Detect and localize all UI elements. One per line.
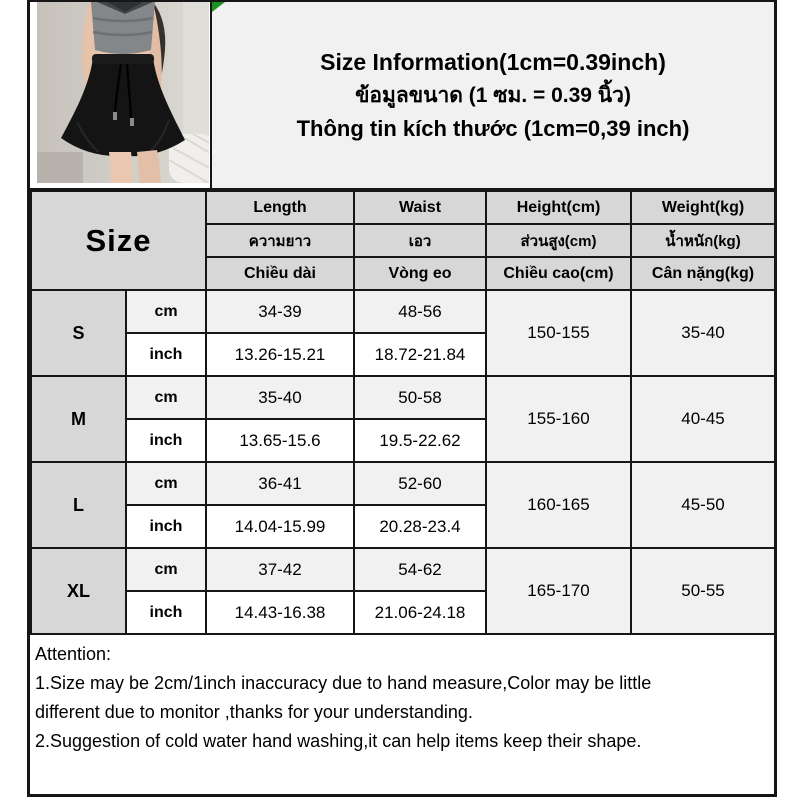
col-header-weight-th: น้ำหนัก(kg) (631, 224, 775, 257)
value-xl-weight: 50-55 (631, 548, 775, 634)
size-label-l: L (31, 462, 126, 548)
product-photo-cell (30, 2, 212, 188)
col-header-length-vi: Chiều dài (206, 257, 354, 290)
unit-cell-cm: cm (126, 462, 206, 505)
col-header-waist-th: เอว (354, 224, 486, 257)
size-label-s: S (31, 290, 126, 376)
unit-cell-inch: inch (126, 333, 206, 376)
value-m-waist-inch: 19.5-22.62 (354, 419, 486, 462)
col-header-length-th: ความยาว (206, 224, 354, 257)
value-xl-height: 165-170 (486, 548, 631, 634)
attention-section (30, 635, 774, 756)
size-table (30, 190, 776, 635)
value-xl-waist-cm: 54-62 (354, 548, 486, 591)
value-xl-length-inch: 14.43-16.38 (206, 591, 354, 634)
col-header-weight-en: Weight(kg) (631, 191, 775, 224)
size-chart-sheet (27, 0, 777, 797)
page-title-th: ข้อมูลขนาด (1 ซม. = 0.39 นิ้ว) (355, 84, 631, 107)
value-l-length-cm: 36-41 (206, 462, 354, 505)
value-s-waist-inch: 18.72-21.84 (354, 333, 486, 376)
value-l-waist-cm: 52-60 (354, 462, 486, 505)
value-s-weight: 35-40 (631, 290, 775, 376)
product-photo (37, 2, 209, 183)
unit-cell-cm: cm (126, 376, 206, 419)
value-xl-waist-inch: 21.06-24.18 (354, 591, 486, 634)
value-s-height: 150-155 (486, 290, 631, 376)
col-header-waist-en: Waist (354, 191, 486, 224)
col-header-height-th: ส่วนสูง(cm) (486, 224, 631, 257)
size-label-m: M (31, 376, 126, 462)
hero-row (30, 2, 774, 190)
page-title-en: Size Information(1cm=0.39inch) (320, 49, 666, 75)
col-header-height-en: Height(cm) (486, 191, 631, 224)
unit-cell-inch: inch (126, 505, 206, 548)
unit-cell-inch: inch (126, 591, 206, 634)
title-panel (212, 2, 774, 188)
value-xl-length-cm: 37-42 (206, 548, 354, 591)
col-header-length-en: Length (206, 191, 354, 224)
value-s-length-cm: 34-39 (206, 290, 354, 333)
value-l-height: 160-165 (486, 462, 631, 548)
value-l-weight: 45-50 (631, 462, 775, 548)
value-l-length-inch: 14.04-15.99 (206, 505, 354, 548)
value-m-length-cm: 35-40 (206, 376, 354, 419)
value-m-weight: 40-45 (631, 376, 775, 462)
unit-cell-cm: cm (126, 548, 206, 591)
value-m-height: 155-160 (486, 376, 631, 462)
value-s-length-inch: 13.26-15.21 (206, 333, 354, 376)
attention-heading: Attention: (35, 644, 112, 664)
value-m-waist-cm: 50-58 (354, 376, 486, 419)
model-top (91, 2, 155, 54)
value-s-waist-cm: 48-56 (354, 290, 486, 333)
col-header-height-vi: Chiều cao(cm) (486, 257, 631, 290)
corner-size-header: Size (31, 191, 206, 290)
value-m-length-inch: 13.65-15.6 (206, 419, 354, 462)
page-title-vi: Thông tin kích thước (1cm=0,39 inch) (296, 116, 690, 141)
attention-note-1a: 1.Size may be 2cm/1inch inaccuracy due to hand measure,Color may be little (35, 673, 652, 693)
unit-cell-cm: cm (126, 290, 206, 333)
green-corner-marker-icon (212, 2, 225, 12)
attention-note-1b: different due to monitor ,thanks for your understanding. (35, 702, 473, 722)
col-header-weight-vi: Cân nặng(kg) (631, 257, 775, 290)
col-header-waist-vi: Vòng eo (354, 257, 486, 290)
value-l-waist-inch: 20.28-23.4 (354, 505, 486, 548)
attention-note-2: 2.Suggestion of cold water hand washing,it can help items keep their shape. (35, 731, 642, 751)
size-label-xl: XL (31, 548, 126, 634)
unit-cell-inch: inch (126, 419, 206, 462)
